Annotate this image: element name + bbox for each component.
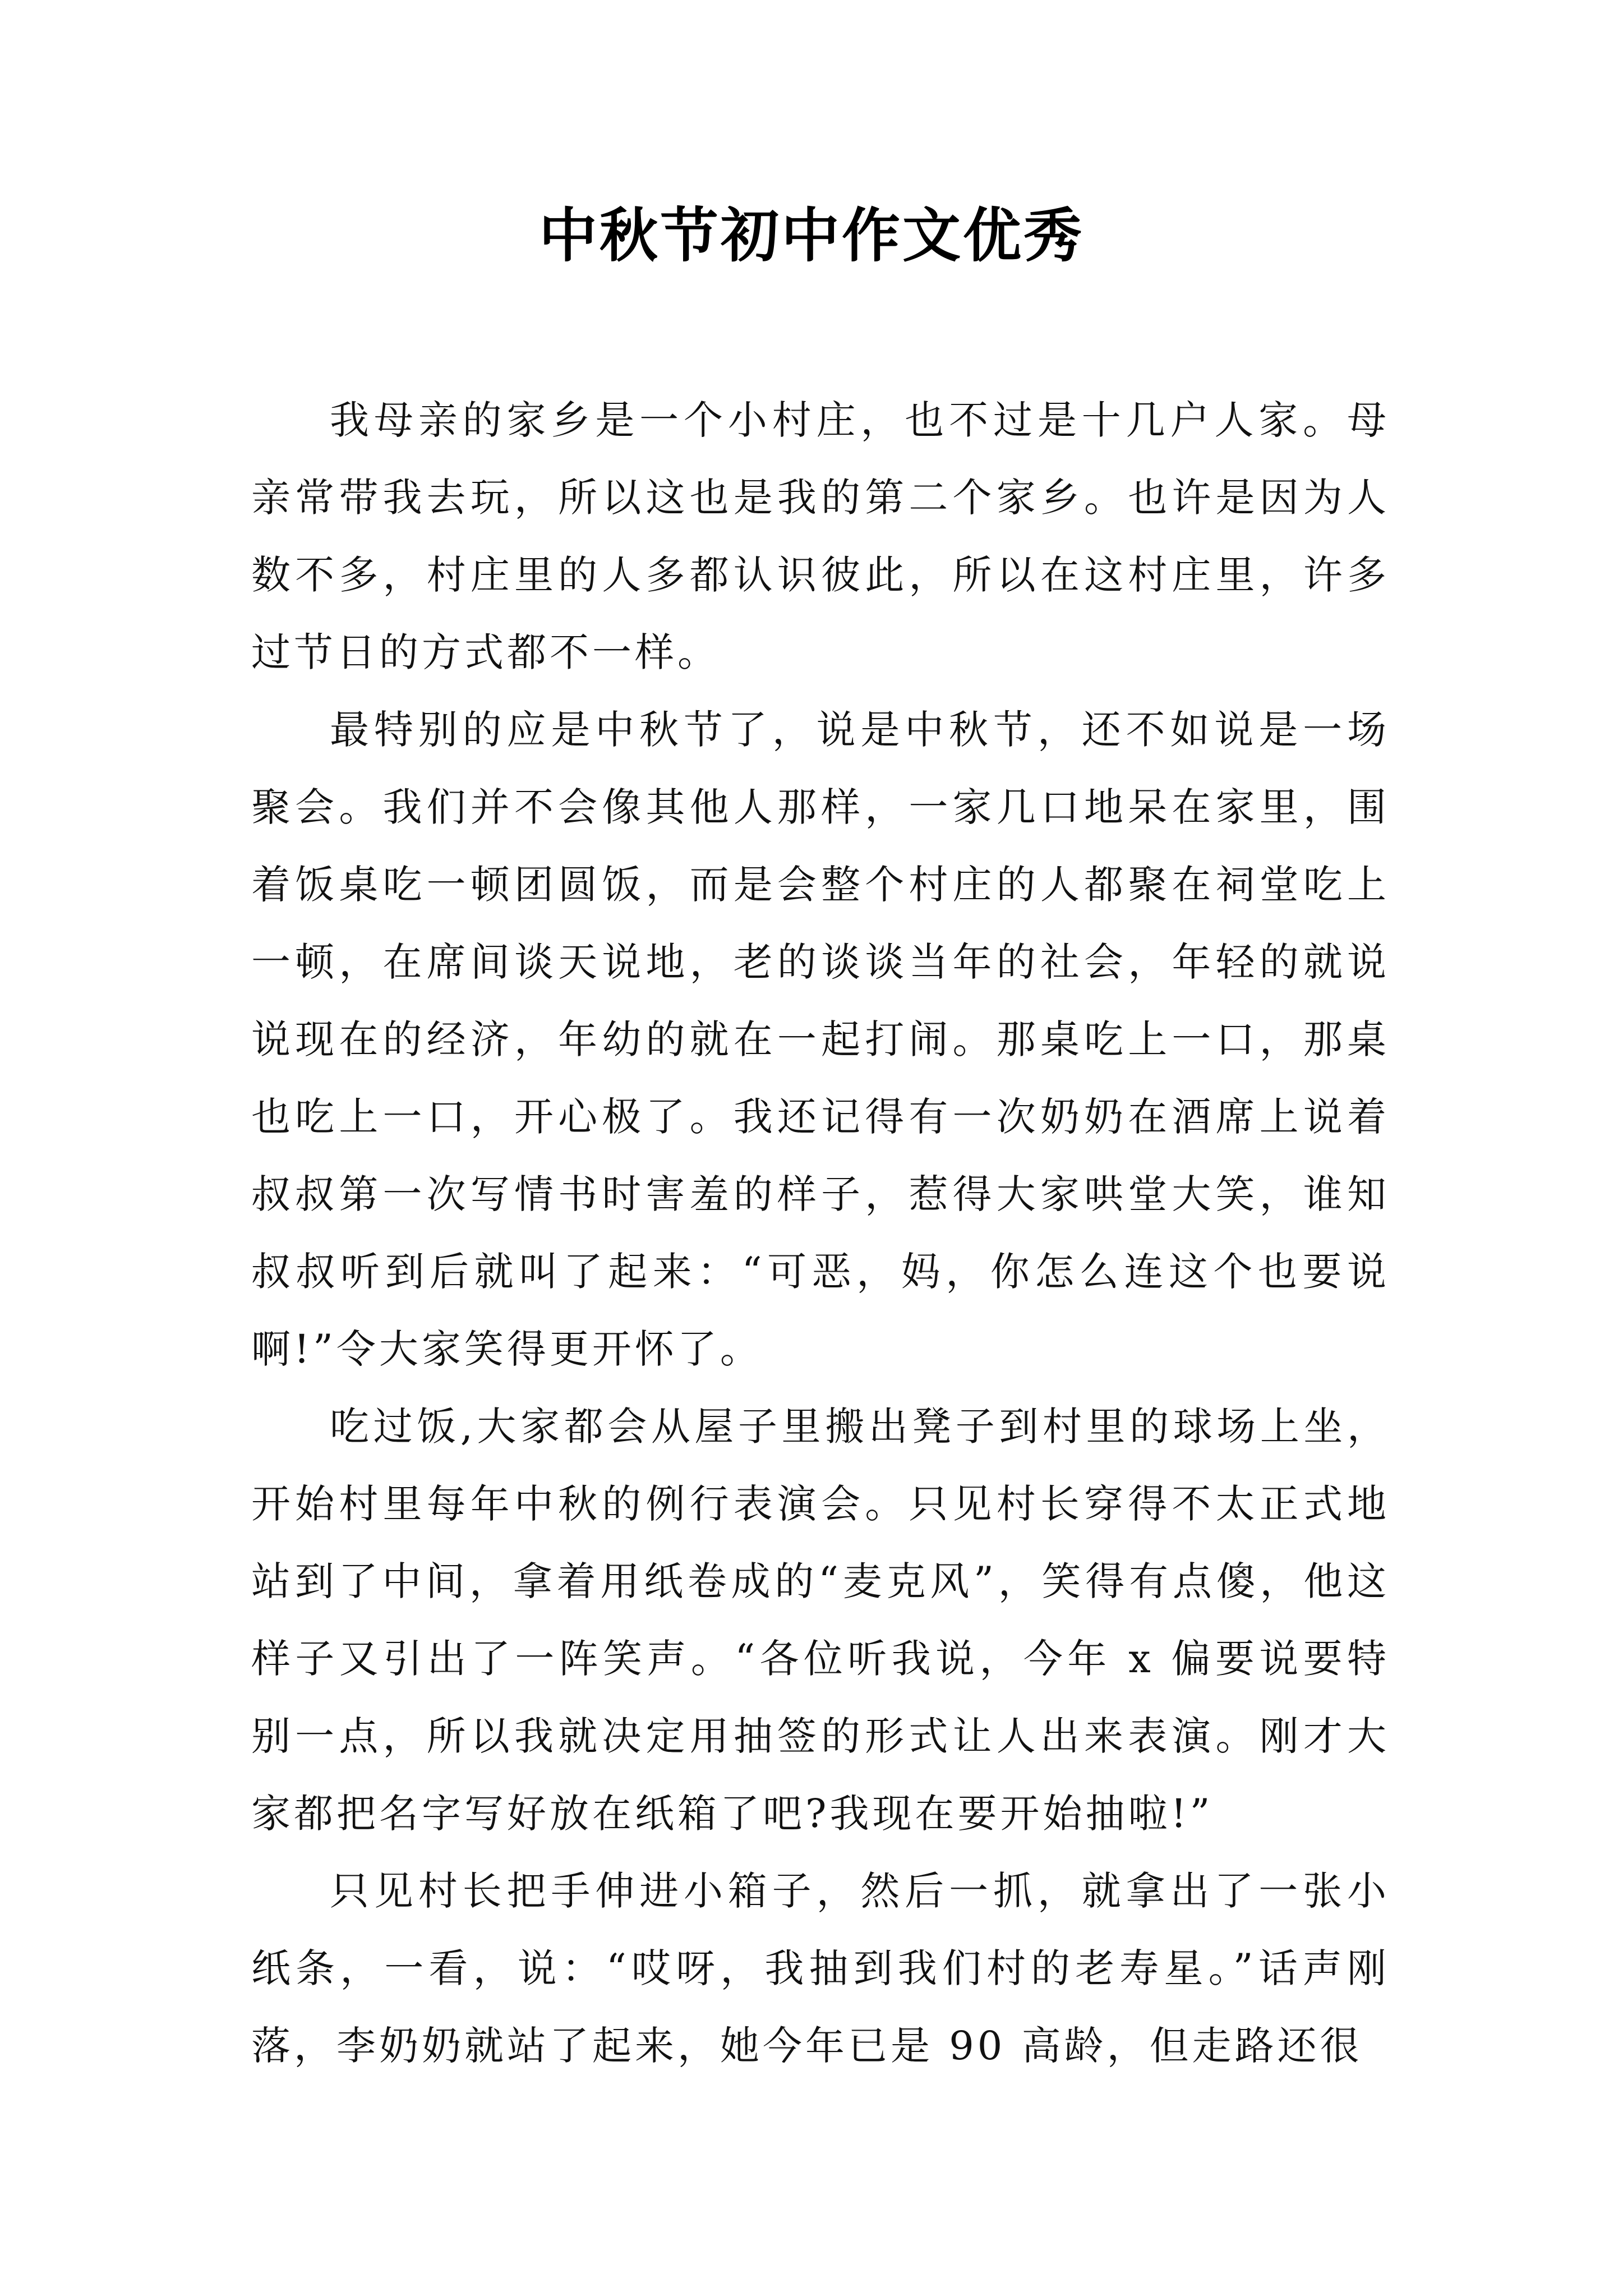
document-body <box>251 381 1390 2085</box>
document-title: 中秋节初中作文优秀 <box>538 201 1084 270</box>
paragraph: 最特别的应是中秋节了，说是中秋节，还不如说是一场聚会。我们并不会像其他人那样，一家几口地呆在家里，围着饭桌吃一顿团圆饭，而是会整个村庄的人都聚在祠堂吃上一顿，在席间谈天说地，老的谈谈当年的社会，年轻的就说说现在的经济，年幼的就在一起打闹。那桌吃上一口，那桌也吃上一口，开心极了。我还记得有一次奶奶在酒席上说着叔叔第一次写情书时害羞的样子，惹得大家哄堂大笑，谁知叔叔听到后就叫了起来：“可恶，妈，你怎么连这个也要说啊!”令大家笑得更开怀了。 <box>251 707 1390 1372</box>
paragraph: 只见村长把手伸进小箱子，然后一抓，就拿出了一张小纸条，一看，说：“哎呀，我抽到我们村的老寿星。”话声刚落，李奶奶就站了起来，她今年已是 90 高龄，但走路还很 <box>251 1868 1390 2069</box>
paragraph: 我母亲的家乡是一个小村庄，也不过是十几户人家。母亲常带我去玩，所以这也是我的第二个家乡。也许是因为人数不多，村庄里的人多都认识彼此，所以在这村庄里，许多过节日的方式都不一样。 <box>251 397 1390 675</box>
paragraph: 吃过饭,大家都会从屋子里搬出凳子到村里的球场上坐，开始村里每年中秋的例行表演会。只见村长穿得不太正式地站到了中间，拿着用纸卷成的“麦克风”，笑得有点傻，他这样子又引出了一阵笑声。“各位听我说，今年 x 偏要说要特别一点，所以我就决定用抽签的形式让人出来表演。刚才大家都把名字写好放在纸箱了吧?我现在要开始抽啦!” <box>251 1404 1390 1837</box>
